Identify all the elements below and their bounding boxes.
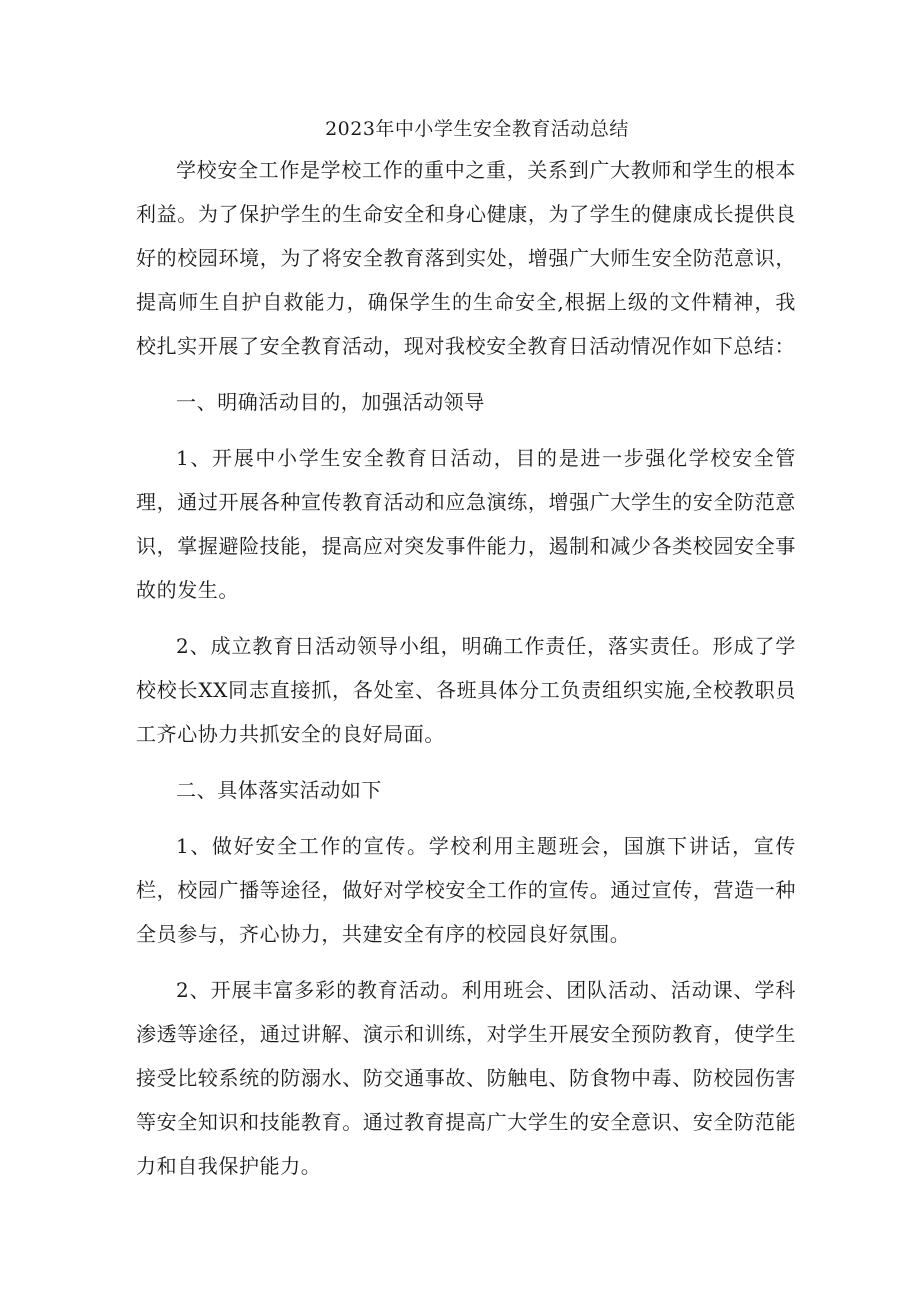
document-title: 2023年中小学生安全教育活动总结 (325, 118, 629, 140)
intro-paragraph: 学校安全工作是学校工作的重中之重，关系到广大教师和学生的根本利益。为了保护学生的生命安全和身心健康，为了学生的健康成长提供良好的校园环境，为了将安全教育落到实处，增强广大师生安全防范意识，提高师生自护自救能力，确保学生的生命安全,根据上级的文件精神，我校扎实开展了安全教育活动，现对我校安全教育日活动情况作如下总结： (136, 158, 796, 358)
section-1-item-2: 2、成立教育日活动领导小组，明确工作责任，落实责任。形成了学校校长XX同志直接抓，各处室、各班具体分工负责组织实施,全校教职员工齐心协力共抓安全的良好局面。 (136, 634, 796, 746)
section-1-heading: 一、明确活动目的，加强活动领导 (176, 390, 485, 414)
section-2-heading: 二、具体落实活动如下 (176, 778, 382, 802)
document-page (136, 114, 796, 1188)
section-2-item-2: 2、开展丰富多彩的教育活动。利用班会、团队活动、活动课、学科渗透等途径，通过讲解、演示和训练，对学生开展安全预防教育，使学生接受比较系统的防溺水、防交通事故、防触电、防食物中毒、防校园伤害等安全知识和技能教育。通过教育提高广大学生的安全意识、安全防范能力和自我保护能力。 (136, 978, 796, 1178)
section-2-item-1: 1、做好安全工作的宣传。学校利用主题班会，国旗下讲话，宣传栏，校园广播等途径，做好对学校安全工作的宣传。通过宣传，营造一种全员参与，齐心协力，共建安全有序的校园良好氛围。 (136, 834, 796, 946)
section-1-item-1: 1、开展中小学生安全教育日活动，目的是进一步强化学校安全管理，通过开展各种宣传教育活动和应急演练，增强广大学生的安全防范意识，掌握避险技能，提高应对突发事件能力，遏制和减少各类校园安全事故的发生。 (136, 446, 796, 602)
